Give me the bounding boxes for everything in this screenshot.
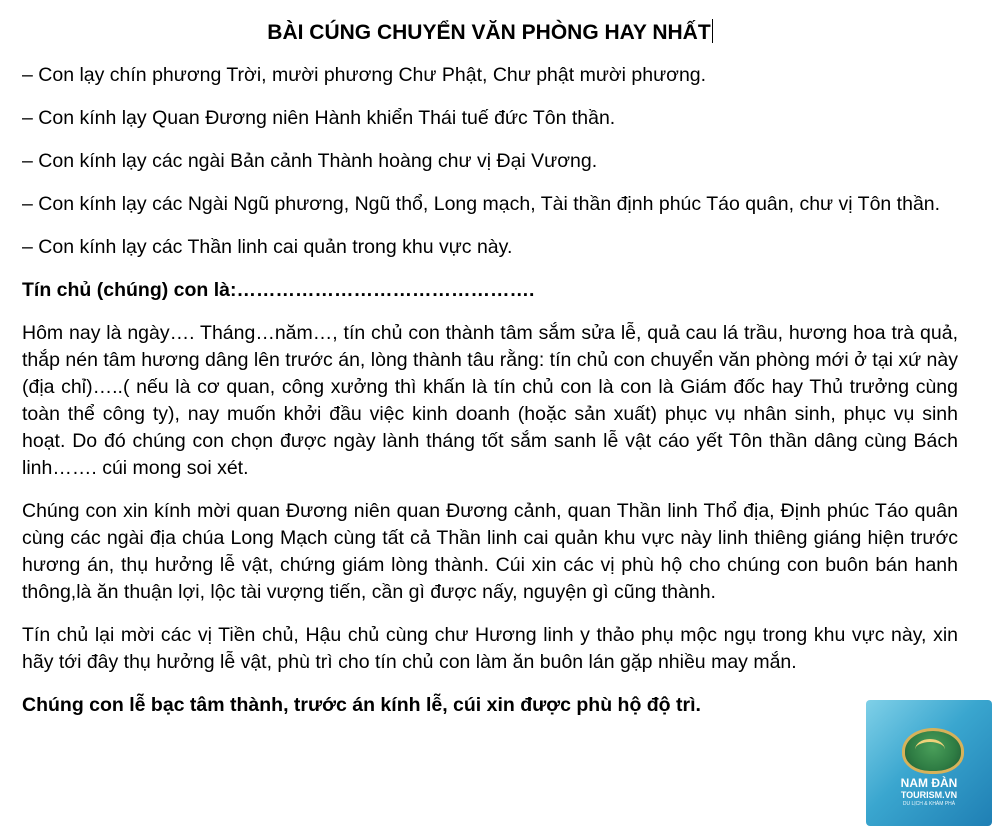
paragraph-3: – Con kính lạy các ngài Bản cảnh Thành hoàng chư vị Đại Vương. bbox=[22, 150, 598, 172]
paragraph-closing: Chúng con lễ bạc tâm thành, trước án kính lễ, cúi xin được phù hộ độ trì. bbox=[22, 694, 701, 716]
document-title bbox=[22, 18, 958, 48]
paragraph-tin-chu-lai: Tín chủ lại mời các vị Tiền chủ, Hậu chủ cùng chư Hương linh y thảo phụ mộc ngụ trong khu vực này, xin hãy tới đây thụ hưởng lễ vật, phù trì cho tín chủ con làm ăn buôn lán gặp nhiều may mắn. bbox=[22, 624, 958, 673]
logo-tagline: DU LỊCH & KHÁM PHÁ bbox=[902, 801, 956, 807]
paragraph-4: – Con kính lạy các Ngài Ngũ phương, Ngũ thổ, Long mạch, Tài thần định phúc Táo quân, chư vị Tôn thần. bbox=[22, 193, 941, 215]
document-body bbox=[22, 18, 958, 735]
logo-name: NAM ĐÀN bbox=[900, 776, 958, 790]
watermark-logo bbox=[866, 700, 992, 826]
logo-arch-icon bbox=[915, 739, 945, 760]
document-title-text: BÀI CÚNG CHUYỂN VĂN PHÒNG HAY NHẤT bbox=[267, 21, 711, 44]
paragraph-5: – Con kính lạy các Thần linh cai quản trong khu vực này. bbox=[22, 236, 513, 258]
logo-url: TOURISM.VN bbox=[900, 790, 958, 800]
text-cursor bbox=[712, 19, 713, 43]
paragraph-1: – Con lạy chín phương Trời, mười phương Chư Phật, Chư phật mười phương. bbox=[22, 64, 707, 86]
paragraph-tin-chu: Tín chủ (chúng) con là:………………………………………. bbox=[22, 279, 535, 301]
paragraph-hom-nay: Hôm nay là ngày…. Tháng…năm…, tín chủ con thành tâm sắm sửa lễ, quả cau lá trầu, hương hoa trà quả, thắp nén tâm hương dâng lên trước án, lòng thành tâu rằng: tín chủ con chuyển văn phòng mới ở tại xứ này (địa chỉ)…..( nếu là cơ quan, công xưởng thì khấn là tín chủ con là con là Giám đốc hay Thủ trưởng cùng toàn thể công ty), nay muốn khởi đầu việc kinh doanh (hoặc sản xuất) phục vụ nhân sinh, phục vụ sinh hoạt. Do đó chúng con chọn được ngày lành tháng tốt sắm sanh lễ vật cáo yết Tôn thần dâng cùng Bách linh……. cúi mong soi xét. bbox=[22, 322, 958, 479]
paragraph-2: – Con kính lạy Quan Đương niên Hành khiển Thái tuế đức Tôn thần. bbox=[22, 107, 616, 129]
logo-emblem-icon bbox=[902, 728, 964, 774]
paragraph-chung-con-xin: Chúng con xin kính mời quan Đương niên quan Đương cảnh, quan Thần linh Thổ địa, Định phúc Táo quân cùng các ngài địa chúa Long Mạch cùng tất cả Thần linh cai quản khu vực này linh thiêng giáng hiện trước hương án, thụ hưởng lễ vật, chứng giám lòng thành. Cúi xin các vị phù hộ cho chúng con buôn bán hanh thông,là ăn thuận lợi, lộc tài vượng tiến, cần gì được nấy, nguyện gì cũng thành. bbox=[22, 500, 958, 603]
